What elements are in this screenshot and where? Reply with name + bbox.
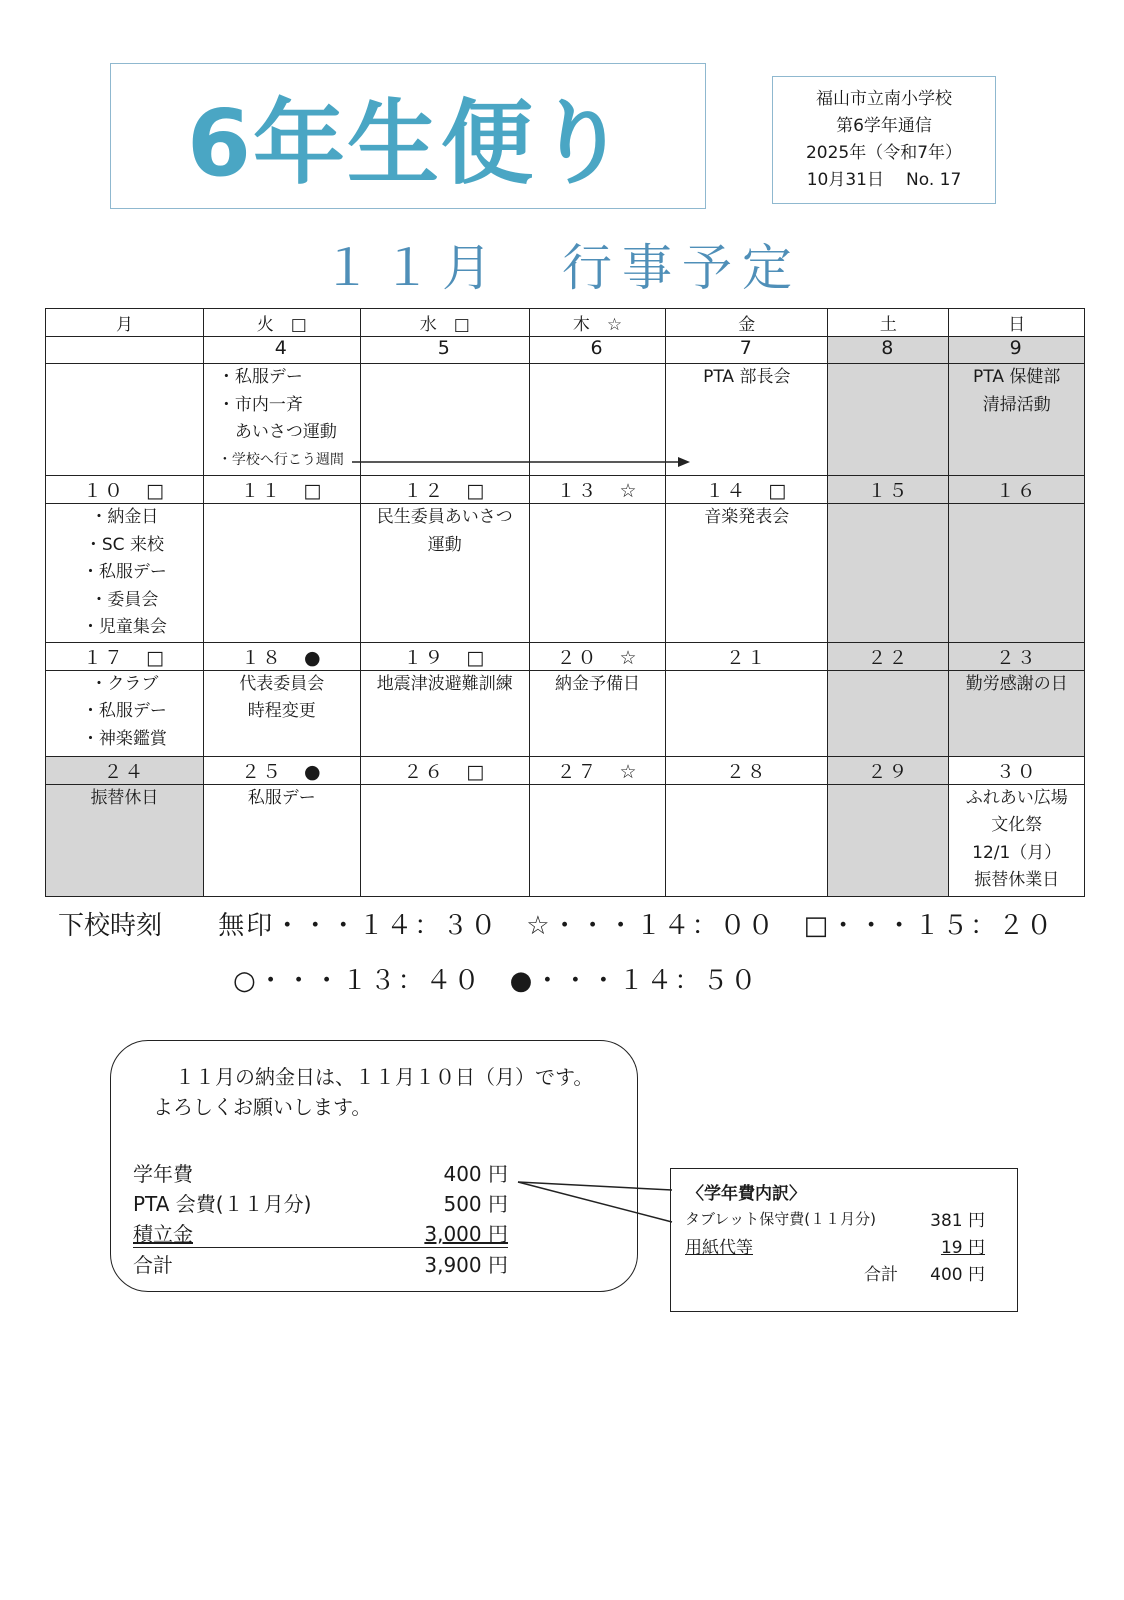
event-line: 音楽発表会 bbox=[704, 507, 790, 527]
event-line: 代表委員会 bbox=[239, 673, 325, 694]
event-line: ・児童集会 bbox=[81, 617, 167, 637]
event-cell bbox=[666, 784, 828, 896]
date-cell: 5 bbox=[360, 337, 529, 364]
event-cell bbox=[666, 670, 828, 756]
dismissal-times bbox=[58, 905, 1054, 942]
event-cell bbox=[46, 504, 204, 643]
event-line: ・委員会 bbox=[90, 589, 159, 610]
week-1-dates bbox=[46, 337, 1085, 364]
breakdown-total-amount: 400 円 bbox=[930, 1265, 985, 1285]
weekday-fri: 金 bbox=[666, 309, 828, 337]
event-line: 納金予備日 bbox=[555, 673, 641, 694]
event-line: あいさつ運動 bbox=[217, 422, 337, 442]
event-cell bbox=[46, 784, 204, 896]
event-cell bbox=[828, 364, 949, 476]
event-cell bbox=[949, 364, 1085, 476]
event-line: 振替休業日 bbox=[974, 870, 1060, 890]
school-name: 福山市立南小学校 bbox=[816, 89, 952, 109]
event-cell bbox=[203, 504, 360, 643]
date-cell: ２２ bbox=[828, 642, 949, 670]
date-cell: １８ ● bbox=[203, 642, 360, 670]
fee-amount: 500 円 bbox=[443, 1191, 508, 1216]
payment-notice-box bbox=[110, 1040, 638, 1292]
event-cell bbox=[203, 670, 360, 756]
fee-total-amount: 3,900 円 bbox=[388, 1248, 508, 1279]
event-line: 12/1（月） bbox=[972, 842, 1062, 863]
date-cell: ２８ bbox=[666, 756, 828, 784]
event-line: ・市内一斉 bbox=[217, 394, 303, 415]
weekday-header-row bbox=[46, 309, 1085, 337]
date-cell: 8 bbox=[828, 337, 949, 364]
fee-row bbox=[133, 1217, 508, 1248]
date-cell: ２３ bbox=[949, 642, 1085, 670]
weekday-sat: 土 bbox=[828, 309, 949, 337]
event-line: PTA 保健部 bbox=[973, 367, 1061, 387]
date-cell: ２５ ● bbox=[203, 756, 360, 784]
date-cell: ２７ ☆ bbox=[529, 756, 665, 784]
event-line: 運動 bbox=[427, 534, 462, 555]
date-cell: １７ □ bbox=[46, 642, 204, 670]
date-cell bbox=[46, 337, 204, 364]
fee-amount: 3,000 円 bbox=[424, 1221, 508, 1246]
event-cell bbox=[828, 670, 949, 756]
newsletter-title: 6年生便り bbox=[186, 90, 629, 197]
week-4-events bbox=[46, 784, 1085, 896]
date-cell: ２０ ☆ bbox=[529, 642, 665, 670]
fee-total-label: 合計 bbox=[133, 1248, 388, 1279]
event-line: 振替休日 bbox=[90, 787, 159, 808]
date-cell: １４ □ bbox=[666, 476, 828, 504]
issue-row bbox=[807, 167, 962, 194]
date-cell: １６ bbox=[949, 476, 1085, 504]
event-line: ・神楽鑑賞 bbox=[81, 728, 167, 749]
event-line: 勤労感謝の日 bbox=[965, 673, 1068, 694]
fee-row bbox=[133, 1157, 508, 1187]
event-cell bbox=[529, 504, 665, 643]
event-cell bbox=[360, 364, 529, 476]
bulletin-name: 第6学年通信 bbox=[836, 116, 932, 136]
date-cell: ２４ bbox=[46, 756, 204, 784]
breakdown-title: 〈学年費内訳〉 bbox=[687, 1184, 806, 1204]
week-event-arrow-label: ・学校へ行こう週間 bbox=[217, 451, 344, 468]
event-cell bbox=[360, 784, 529, 896]
event-cell bbox=[949, 504, 1085, 643]
date-cell: １９ □ bbox=[360, 642, 529, 670]
event-line: 私服デー bbox=[247, 787, 316, 808]
weekday-thu: 木 ☆ bbox=[529, 309, 665, 337]
date-cell: １０ □ bbox=[46, 476, 204, 504]
week-2-events bbox=[46, 504, 1085, 643]
weekday-tue: 火 □ bbox=[203, 309, 360, 337]
issue-number: No. 17 bbox=[906, 170, 962, 190]
breakdown-amount: 19 円 bbox=[940, 1238, 985, 1258]
week-3-events bbox=[46, 670, 1085, 756]
event-line: 清掃活動 bbox=[982, 394, 1051, 415]
event-line: 地震津波避難訓練 bbox=[376, 673, 513, 694]
event-cell bbox=[529, 364, 665, 476]
issue-date: 10月31日 bbox=[806, 170, 884, 190]
event-cell bbox=[666, 364, 828, 476]
week-2-dates bbox=[46, 476, 1085, 504]
event-cell bbox=[828, 784, 949, 896]
event-line: ・私服デー bbox=[81, 562, 167, 582]
fee-row bbox=[133, 1187, 508, 1217]
date-cell: １２ □ bbox=[360, 476, 529, 504]
date-cell: ２１ bbox=[666, 642, 828, 670]
event-cell bbox=[203, 784, 360, 896]
event-cell bbox=[46, 364, 204, 476]
week-1-events bbox=[46, 364, 1085, 476]
fee-total-row bbox=[133, 1248, 508, 1279]
event-cell bbox=[949, 784, 1085, 896]
issue-year: 2025年（令和7年） bbox=[805, 143, 963, 163]
breakdown-table bbox=[685, 1205, 985, 1286]
dismissal-line-1: 無印・・・１４：３０ ☆・・・１４：００ □・・・１５：２０ bbox=[218, 911, 1055, 941]
date-cell: 6 bbox=[529, 337, 665, 364]
breakdown-row bbox=[685, 1205, 985, 1232]
date-cell: 4 bbox=[203, 337, 360, 364]
date-cell: 9 bbox=[949, 337, 1085, 364]
event-cell bbox=[46, 670, 204, 756]
weekday-mon: 月 bbox=[46, 309, 204, 337]
fee-label: PTA 会費(１１月分) bbox=[133, 1191, 312, 1216]
date-cell: ３０ bbox=[949, 756, 1085, 784]
fee-table bbox=[133, 1157, 508, 1278]
event-line: PTA 部長会 bbox=[703, 367, 791, 387]
event-cell bbox=[529, 670, 665, 756]
breakdown-row bbox=[685, 1232, 985, 1259]
event-cell bbox=[828, 504, 949, 643]
week-3-dates bbox=[46, 642, 1085, 670]
breakdown-total-row bbox=[685, 1259, 985, 1286]
dismissal-heading: 下校時刻 bbox=[58, 911, 163, 941]
event-line: ・クラブ bbox=[90, 673, 159, 694]
weekday-sun: 日 bbox=[949, 309, 1085, 337]
event-line: ・SC 来校 bbox=[84, 534, 164, 555]
breakdown-label: タブレット保守費(１１月分) bbox=[685, 1210, 876, 1228]
week-4-dates bbox=[46, 756, 1085, 784]
event-line: 民生委員あいさつ bbox=[376, 507, 513, 527]
event-cell bbox=[949, 670, 1085, 756]
event-cell bbox=[529, 784, 665, 896]
event-cell bbox=[203, 364, 360, 476]
event-calendar bbox=[45, 308, 1085, 897]
fee-label: 学年費 bbox=[133, 1161, 193, 1186]
dismissal-line-2: ○・・・１３：４０ ●・・・１４：５０ bbox=[233, 966, 759, 996]
event-line: 時程変更 bbox=[247, 701, 316, 721]
event-cell bbox=[360, 670, 529, 756]
event-line: ・納金日 bbox=[90, 507, 159, 527]
payment-message: １１月の納金日は、１１月１０日（月）です。 bbox=[175, 1065, 594, 1089]
event-line: 文化祭 bbox=[991, 815, 1043, 835]
fee-amount: 400 円 bbox=[443, 1161, 508, 1186]
breakdown-amount: 381 円 bbox=[930, 1211, 985, 1231]
date-cell: １５ bbox=[828, 476, 949, 504]
event-line: ・私服デー bbox=[81, 701, 167, 721]
event-line: ふれあい広場 bbox=[965, 787, 1068, 808]
date-cell: １３ ☆ bbox=[529, 476, 665, 504]
event-line: ・私服デー bbox=[217, 367, 303, 387]
date-cell: ２９ bbox=[828, 756, 949, 784]
event-cell bbox=[666, 504, 828, 643]
date-cell: ２６ □ bbox=[360, 756, 529, 784]
date-cell: 7 bbox=[666, 337, 828, 364]
event-cell bbox=[360, 504, 529, 643]
breakdown-total-label: 合計 bbox=[864, 1265, 899, 1285]
fee-label: 積立金 bbox=[133, 1221, 193, 1246]
weekday-wed: 水 □ bbox=[360, 309, 529, 337]
title-box bbox=[110, 63, 706, 209]
date-cell: １１ □ bbox=[203, 476, 360, 504]
grade-fee-breakdown-box bbox=[670, 1168, 1018, 1312]
school-info-box bbox=[772, 76, 996, 204]
breakdown-label: 用紙代等 bbox=[685, 1238, 753, 1258]
payment-thanks: よろしくお願いします。 bbox=[153, 1095, 372, 1119]
month-title: １１月 行事予定 bbox=[322, 239, 802, 297]
